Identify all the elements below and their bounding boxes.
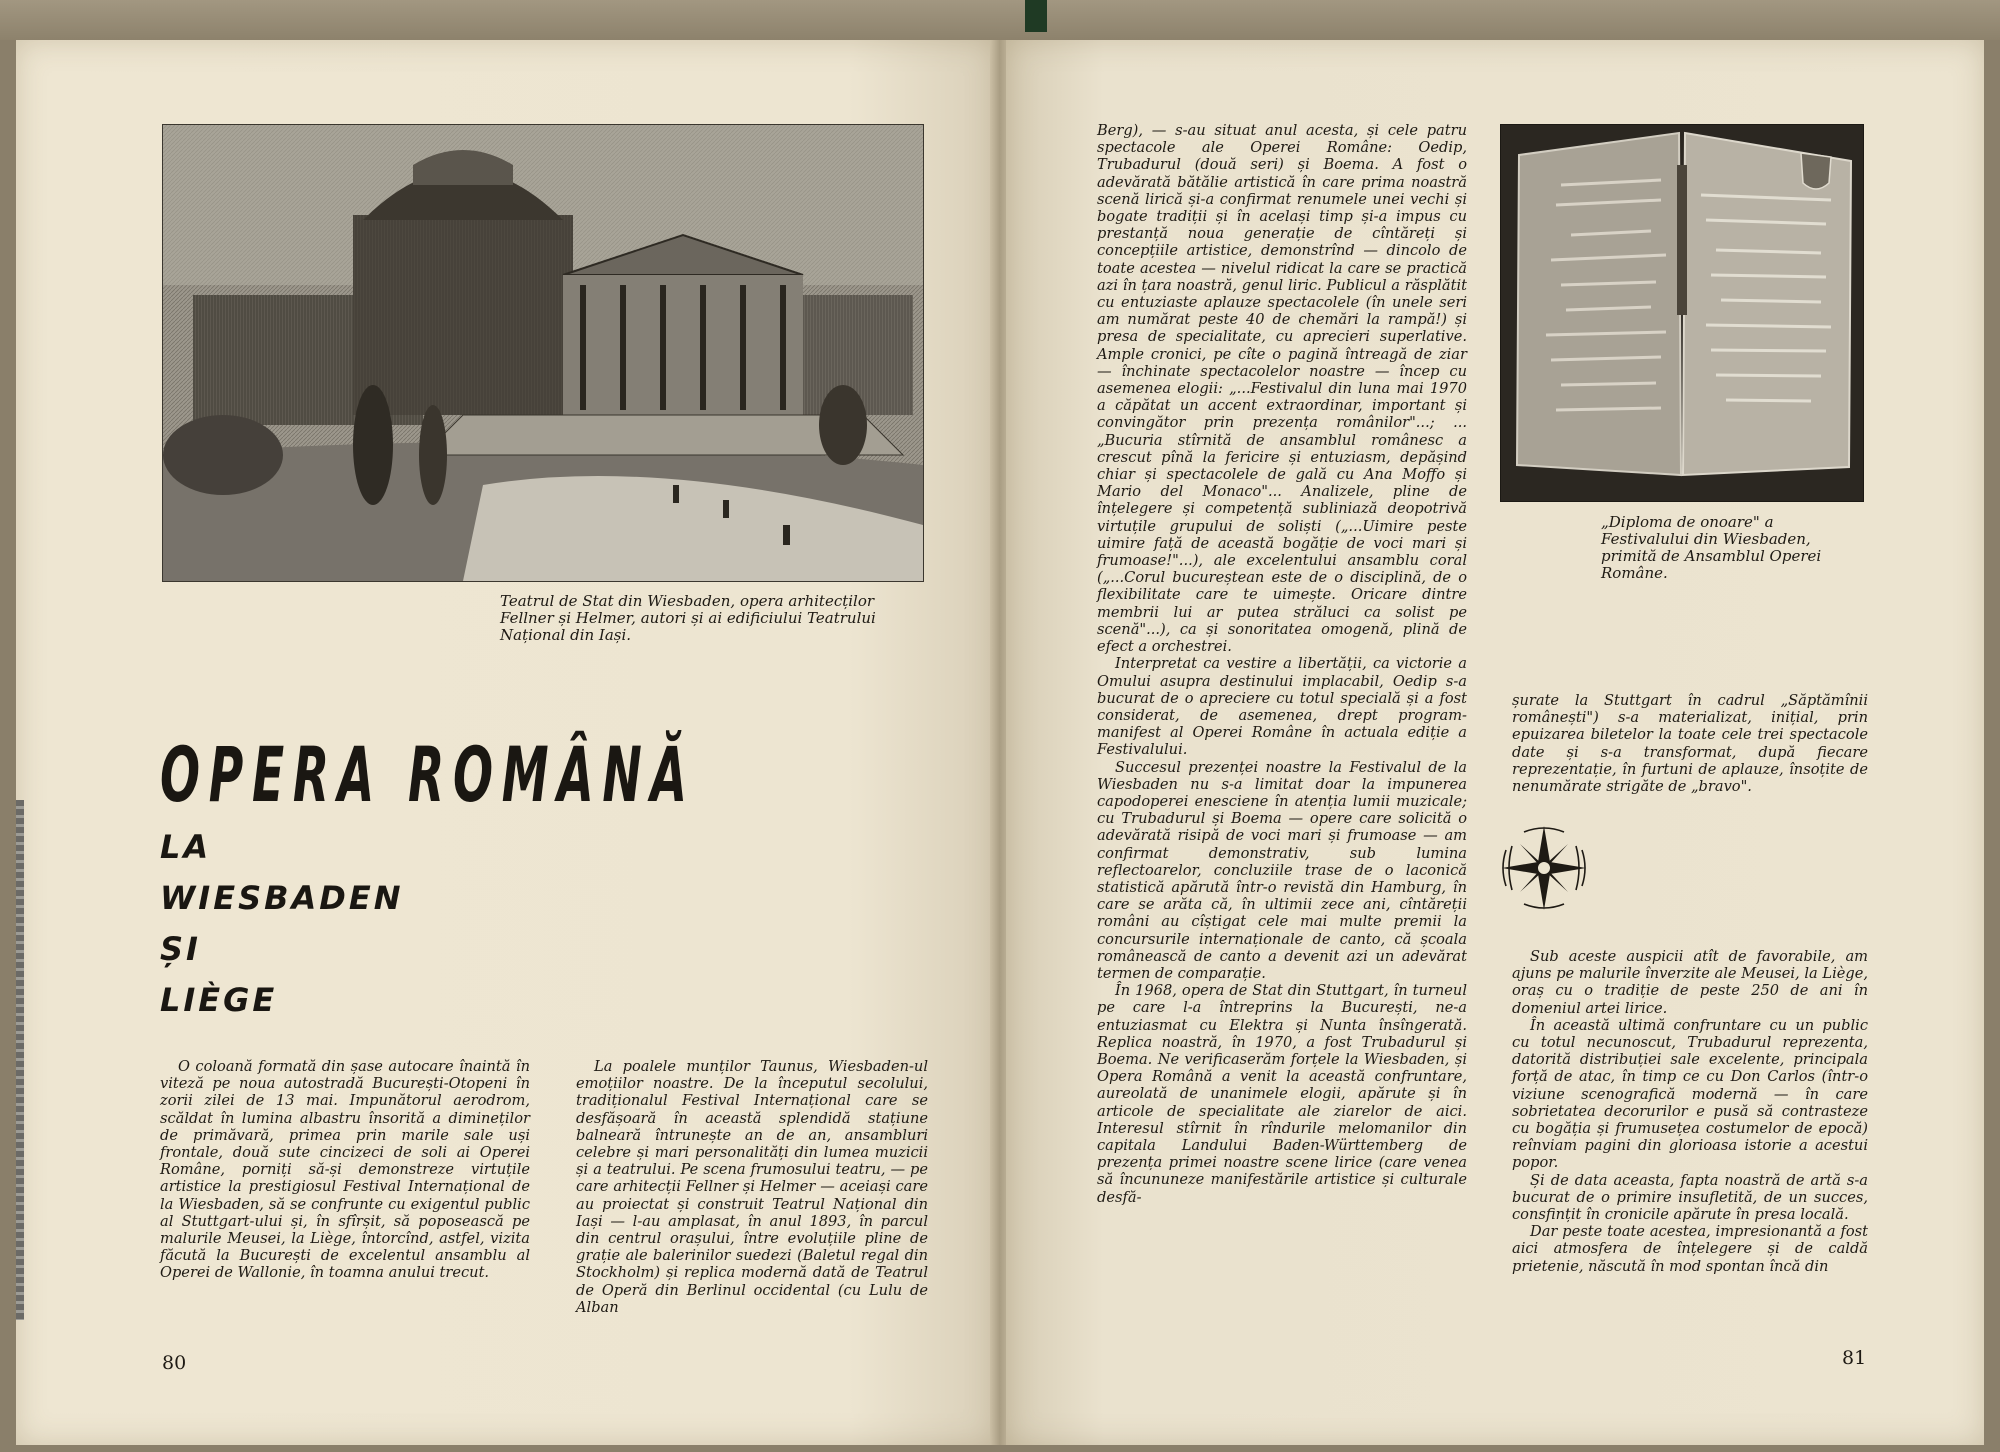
bookmark-ribbon [1025,0,1047,32]
article-title: OPERA ROMÂNĂ [160,730,696,819]
paragraph: Succesul prezenței noastre la Festivalul de la Wiesbaden nu s-a limitat doar la impunerea capodoperei enesciene în atenția lumii muzicale; cu Trubadurul și Boema — opere care solicită o adevărată risipă de voci mari și frumoase — am confirmat demonstrativ, sub lumina reflectoarelor, concluziile trase de o laconică statistică apărută într-o revistă din Hamburg, în care se arăta că, în ultimii zece ani, cîntăreții români au cîștigat cele mai multe premii la concursurile internaționale de canto, că școala românească de canto a devenit azi un adevărat termen de comparație. [1097,758,1467,982]
subtitle-line: LIÈGE [160,981,278,1019]
paragraph: În această ultimă confruntare cu un public cu totul necunoscut, Trubadurul reprezenta, datorită distribuției sale excelente, principala forță de atac, în timp ce cu Don Carlos (într-o viziune scenografică modernă — în care sobrietatea decorurilor e pusă să contrasteze cu bogăția și frumusețea costumelor de epocă) reînviam pagini din glorioasa istorie a acestui popor. [1512,1016,1868,1172]
article-subtitle [160,822,403,1026]
diploma-caption: „Diploma de onoare" a Festivalului din Wiesbaden, primită de Ansamblul Operei Române. [1601,513,1822,582]
diploma-photo [1500,124,1864,502]
subtitle-line: LA [160,828,212,866]
paragraph: O coloană formată din șase autocare înaintă în viteză pe noua autostradă București-Otopeni în zorii zilei de 13 mai. Impunătorul aerodrom, scăldat în lumina albastru însorită a dimineților de primăvară, primea prin marile sale uși frontale, două sute cincizeci de soli ai Operei Române, porniți să-și demonstreze virtuțile artistice la prestigiosul Festival Internațional de la Wiesbaden, să se confrunte cu exigentul public al Stuttgart-ului și, în sfîrșit, să poposească pe malurile Meusei, la Liège, întorcînd, astfel, vizita făcută la București de excelentul ansamblu al Operei de Wallonie, în toamna anului trecut. [160,1058,530,1282]
theatre-engraving-image [162,124,924,582]
subtitle-line: ȘI [160,930,201,968]
subtitle-line: WIESBADEN [160,879,404,917]
page-number-right: 81 [1842,1347,1867,1369]
paragraph: La poalele munților Taunus, Wiesbaden-ul emoțiilor noastre. De la începutul secolului, tradiționalul Festival Internațional care se desfășoară în această splendidă stațiune balneară întrunește an de an, ansambluri celebre și mari personalități din lumea muzicii și a teatrului. Pe scena frumosului teatru, — pe care arhitecții Fellner și Helmer — aceiași care au proiectat și construit Teatrul Național din Iași — l-au amplasat, în anul 1893, în parcul din centrul orașului, între evoluțiile pline de grație ale balerinilor suedezi (Baletul regal din Stockholm) și replica modernă dată de Teatrul de Operă din Berlinul occidental (cu Lulu de Alban [576,1058,928,1316]
right-column-2 [1512,692,1868,795]
page-number-left: 80 [162,1352,187,1374]
book-cover-edge [0,0,2000,40]
compass-ornament-icon [1494,818,1594,918]
binding-strip [16,800,24,1320]
paragraph: Și de data aceasta, fapta noastră de artă s-a bucurat de o primire insufletită, de un succes, consfințit în cronicile apărute în presa locală. [1512,1171,1868,1224]
paragraph: Sub aceste auspicii atît de favorabile, am ajuns pe malurile înverzite ale Meusei, la Liège, oraș cu o tradiție de peste 250 de ani în domeniul artei lirice. [1512,948,1868,1017]
engraving-caption: Teatrul de Stat din Wiesbaden, opera arhitecților Fellner și Helmer, autori și ai edificiului Teatrului Național din Iași. [500,592,876,644]
paragraph: Interpretat ca vestire a libertății, ca victorie a Omului asupra destinului implacabil, Oedip s-a bucurat de o apreciere cu totul specială și a fost considerat, de asemenea, drept program-manifest al Operei Române în actuala ediție a Festivalului. [1097,655,1467,759]
paragraph: Berg), — s-au situat anul acesta, și cele patru spectacole ale Operei Române: Oedip, Trubadurul (două seri) și Boema. A fost o adevărată bătălie artistică în care prima noastră scenă lirică și-a confirmat renumele unei vechi și bogate tradiții și în același timp și-a impus cu prestanță noua generație de cîntăreți și concepțiile artistice, demonstrînd — dincolo de toate acestea — nivelul ridicat la care se practică azi în țara noastră, genul liric. Publicul a răsplătit cu entuziaste aplauze spectacolele (în unele seri am numărat peste 40 de chemări la rampă!) și presa de specialitate, cu aprecieri superlative. Ample cronici, pe cîte o pagină întreagă de ziar — închinate spectacolelor noastre — încep cu asemenea elogii: „...Festivalul din luna mai 1970 a căpătat un accent extraordinar, important și convingător prin prezența românilor"...; ...„Bucuria stîrnită de ansamblul românesc a crescut pînă la fericire și entuziasm, depășind chiar și spectacolele de gală cu Ana Moffo și Mario del Monaco"... Analizele, pline de înțelegere și competență subliniază deopotrivă virtuțile grupului de soliști („...Uimire peste uimire față de această bogăție de voci mari și frumoase!"...), ale excelentului ansamblu coral („...Corul bucureștean este de o disciplină, de o flexibilitate care te uimește. Oricare dintre membrii lui ar putea străluci ca solist pe scenă"...), ca și sonoritatea omogenă, plină de efect a orchestrei. [1097,122,1467,656]
paragraph: În 1968, opera de Stat din Stuttgart, în turneul pe care l-a întreprins la București, ne-a entuziasmat cu Elektra și Nunta însîngerată. Replica noastră, în 1970, a fost Trubadurul și Boema. Ne verificaserăm forțele la Wiesbaden, și Opera Română a venit la această confruntare, aureolată de unanimele elogii, apărute și în articole de specialitate ale ziarelor de aici. Interesul stîrnit în rîndurile melomanilor din capitala Landului Baden-Württemberg de prezența primei noastre scene lirice (care venea să încununeze manifestările artistice și culturale desfă- [1097,982,1467,1206]
paragraph: șurate la Stuttgart în cadrul „Săptămînii românești") s-a materializat, inițial, prin epuizarea biletelor la toate cele trei spectacole date și s-a transformat, după fiecare reprezentație, în furtuni de aplauze, însoțite de nenumărate strigăte de „bravo". [1512,692,1868,796]
right-column-3 [1512,948,1868,1275]
left-column-1 [160,1058,530,1282]
left-column-2 [576,1058,928,1316]
paragraph: Dar peste toate acestea, impresionantă a fost aici atmosfera de înțelegere și de caldă prietenie, născută în mod spontan încă din [1512,1223,1868,1275]
right-column-1 [1097,122,1467,1206]
